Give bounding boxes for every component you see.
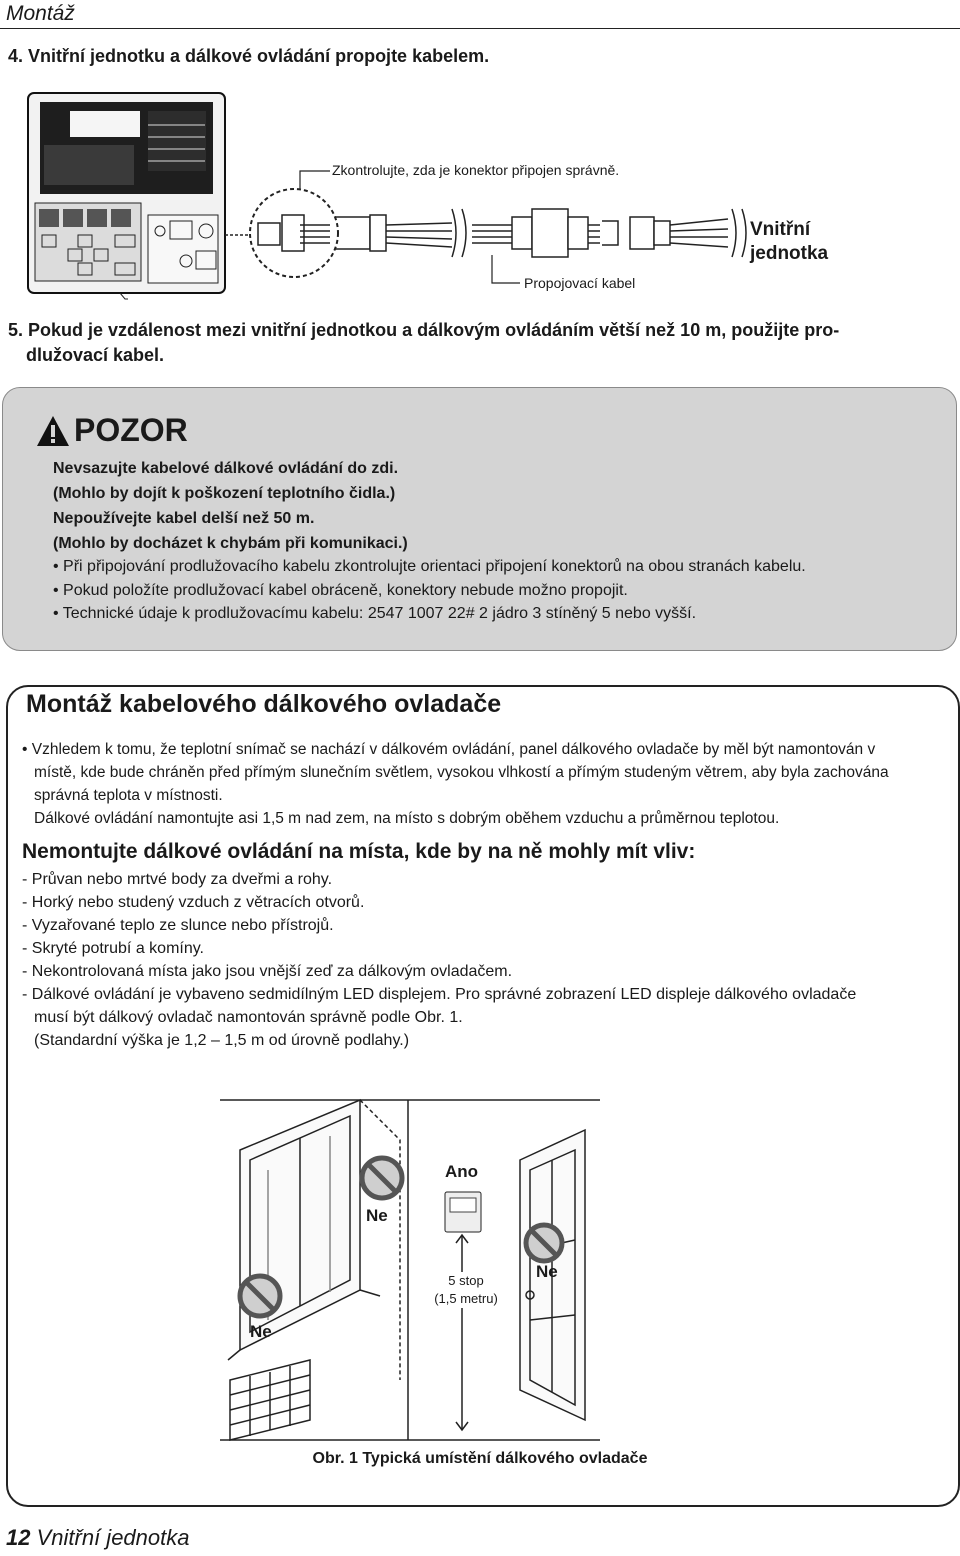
mounting-para-line-2: místě, kde bude chráněn před přímým slunečním světlem, vysokou vlhkostí a přímým studeným větrem, aby byla zachována xyxy=(34,764,889,781)
step-5-line2: dlužovací kabel. xyxy=(26,345,165,365)
cable-wires xyxy=(300,209,746,257)
indoor-unit-label-line1: Vnitřní xyxy=(750,219,811,240)
radiator xyxy=(230,1360,310,1440)
list-item: - Skryté potrubí a komíny. xyxy=(22,940,204,957)
cable-label: Propojovací kabel xyxy=(524,275,636,291)
warning-icon xyxy=(36,415,70,447)
avoid-locations-heading: Nemontujte dálkové ovládání na místa, kde by na ně mohly mít vliv: xyxy=(22,840,696,863)
figure-caption: Obr. 1 Typická umístění dálkového ovladače xyxy=(312,1450,648,1467)
list-item: (Standardní výška je 1,2 – 1,5 m od úrovně podlahy.) xyxy=(34,1032,410,1049)
caution-line-3: Nepoužívejte kabel delší než 50 m. xyxy=(53,510,315,527)
list-item: - Nekontrolovaná místa jako jsou vnější zeď za dálkovým ovladačem. xyxy=(22,963,513,980)
connector-check-note: Zkontrolujte, zda je konektor připojen správně. xyxy=(332,162,620,178)
prohibited-icon xyxy=(240,1276,280,1316)
step-5-line1: 5. Pokud je vzdálenost mezi vnitřní jednotkou a dálkovým ovládáním větší než 10 m, použijte pro- xyxy=(8,320,840,340)
label-ne-window: Ne xyxy=(250,1322,272,1341)
caution-line-4: (Mohlo by docházet k chybám při komunikaci.) xyxy=(53,535,408,552)
label-ne-door: Ne xyxy=(536,1262,558,1281)
page-header-title: Montáž xyxy=(6,2,75,25)
page-number: 12 xyxy=(6,1525,31,1550)
height-label-line2: (1,5 metru) xyxy=(434,1291,498,1306)
step-4-heading: 4. Vnitřní jednotku a dálkové ovládání propojte kabelem. xyxy=(8,46,490,66)
label-ne-top: Ne xyxy=(366,1206,388,1225)
list-item: - Horký nebo studený vzduch z větracích otvorů. xyxy=(22,894,365,911)
prohibited-icon xyxy=(526,1225,562,1261)
footer-label: Vnitřní jednotka xyxy=(36,1525,190,1550)
label-ano: Ano xyxy=(445,1162,479,1181)
list-item: - Průvan nebo mrtvé body za dveřmi a rohy. xyxy=(22,871,333,888)
list-item: - Dálkové ovládání je vybaveno sedmidílným LED displejem. Pro správné zobrazení LED displeje dálkového ovladače xyxy=(22,986,857,1003)
indoor-unit-label-line2: jednotka xyxy=(750,243,829,264)
height-label-line1: 5 stop xyxy=(448,1273,484,1288)
caution-line-2: (Mohlo by dojít k poškození teplotního čidla.) xyxy=(53,485,396,502)
connection-diagram xyxy=(0,85,960,300)
avoid-locations-list xyxy=(22,868,942,1052)
caution-title-text: POZOR xyxy=(74,412,188,448)
mounting-para-line-3: správná teplota v místnosti. xyxy=(34,787,223,804)
step-5-heading xyxy=(8,318,938,368)
caution-bullet-1: • Při připojování prodlužovacího kabelu zkontrolujte orientaci připojení konektorů na obou stranách kabelu. xyxy=(53,558,806,575)
mounting-paragraph xyxy=(22,738,942,830)
caution-line-1: Nevsazujte kabelové dálkové ovládání do zdi. xyxy=(53,460,399,477)
height-label xyxy=(428,1272,504,1308)
remote-controller xyxy=(28,93,225,299)
caution-bullet-2: • Pokud položíte prodlužovací kabel obráceně, konektory nebude možno propojit. xyxy=(53,582,628,599)
page-footer xyxy=(6,1525,189,1551)
mounting-title: Montáž kabelového dálkového ovladače xyxy=(26,690,502,718)
prohibited-icon xyxy=(362,1158,402,1198)
caution-title xyxy=(36,412,188,449)
indoor-unit-label xyxy=(750,218,828,266)
mounting-para-line-1: • Vzhledem k tomu, že teplotní snímač se nachází v dálkovém ovládání, panel dálkového ovladače by měl být namontován v xyxy=(22,741,876,758)
mounting-para-line-4: Dálkové ovládání namontujte asi 1,5 m nad zem, na místo s dobrým oběhem vzduchu a průměrnou teplotou. xyxy=(34,810,780,827)
header-rule xyxy=(0,28,960,29)
list-item: - Vyzařované teplo ze slunce nebo přístrojů. xyxy=(22,917,334,934)
caution-bullet-3: • Technické údaje k prodlužovacímu kabelu: 2547 1007 22# 2 jádro 3 stíněný 5 nebo vyšší. xyxy=(53,605,697,622)
remote-ok xyxy=(445,1192,481,1232)
list-item: musí být dálkový ovladač namontován správně podle Obr. 1. xyxy=(34,1009,463,1026)
